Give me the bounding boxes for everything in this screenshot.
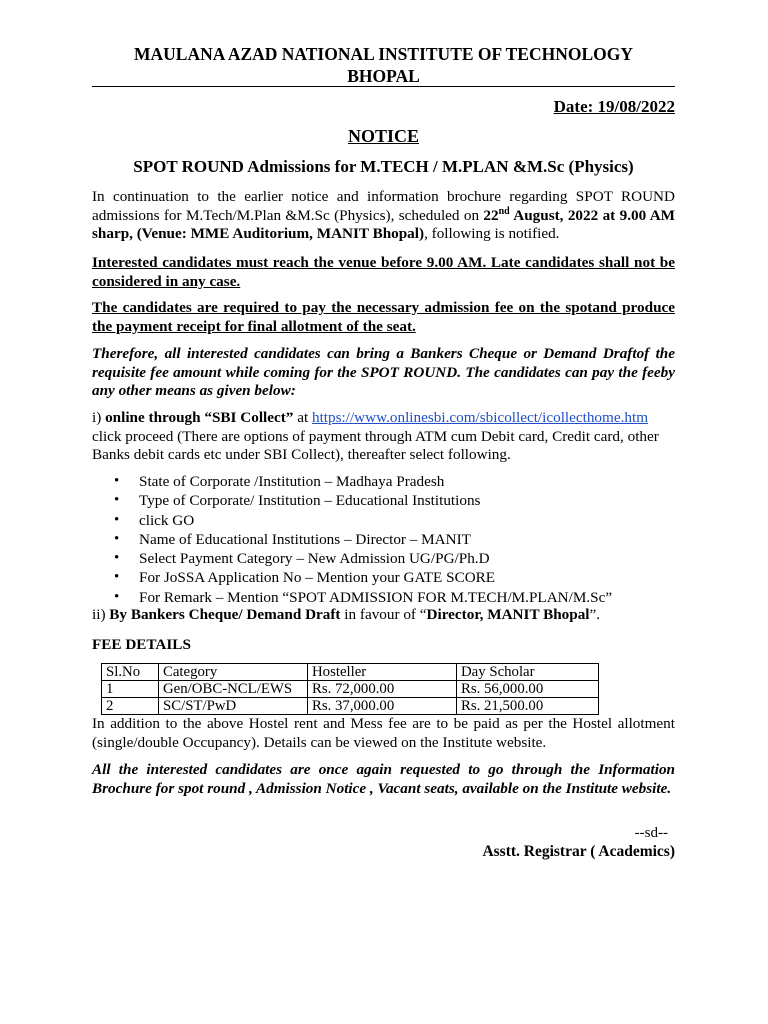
list-item: • Select Payment Category – New Admission UG/PG/Ph.D — [139, 549, 699, 568]
option-sbi-collect — [92, 409, 675, 465]
table-cell: Rs. 21,500.00 — [457, 698, 599, 715]
option2-favour: in favour of “ — [340, 606, 427, 623]
notice-subject: SPOT ROUND Admissions for M.TECH / M.PLAN &M.Sc (Physics) — [133, 157, 634, 176]
institute-name-line2: BHOPAL — [347, 66, 420, 86]
institute-name — [92, 43, 675, 87]
list-item: • For JoSSA Application No – Mention your GATE SCORE — [139, 568, 699, 587]
option1-at: at — [293, 409, 312, 426]
notice-heading: NOTICE — [347, 126, 419, 146]
option2-prefix: ii) — [92, 606, 110, 623]
column-header: Day Scholar — [457, 664, 599, 681]
institute-name-line1: MAULANA AZAD NATIONAL INSTITUTE OF TECHNOLOGY — [134, 44, 633, 64]
intro-paragraph — [92, 188, 675, 244]
hostel-note: In addition to the above Hostel rent and Mess fee are to be paid as per the Hostel allotment (single/double Occupancy). Details can be viewed on the Institute website. — [92, 715, 675, 751]
table-row — [102, 698, 599, 715]
table-cell: SC/ST/PwD — [159, 698, 308, 715]
table-row — [102, 681, 599, 698]
list-item: • Name of Educational Institutions – Director – MANIT — [139, 530, 699, 549]
list-item: • State of Corporate /Institution – Madhaya Pradesh — [139, 472, 699, 491]
table-cell: 1 — [102, 681, 159, 698]
list-item: • For Remark – Mention “SPOT ADMISSION FOR M.TECH/M.PLAN/M.Sc” — [139, 588, 699, 607]
intro-date-day: 22 — [483, 206, 499, 224]
table-cell: Rs. 56,000.00 — [457, 681, 599, 698]
signature-mark: --sd-- — [634, 825, 668, 841]
table-cell: Gen/OBC-NCL/EWS — [159, 681, 308, 698]
option2-payee: Director, MANIT Bhopal — [426, 606, 590, 623]
fee-table — [101, 663, 599, 715]
table-cell: Rs. 72,000.00 — [308, 681, 457, 698]
option1-instructions: click proceed (There are options of payment through ATM cum Debit card, Credit card, other Banks debit cards etc under SBI Collect), thereafter select following. — [92, 427, 659, 463]
intro-date-suffix: nd — [498, 205, 510, 217]
sbi-collect-steps — [92, 472, 699, 607]
column-header: Hosteller — [308, 664, 457, 681]
option1-label: online through “SBI Collect” — [105, 409, 294, 426]
instruction-reach-venue: Interested candidates must reach the venue before 9.00 AM. Late candidates shall not be considered in any case. — [92, 254, 675, 290]
column-header: Sl.No — [102, 664, 159, 681]
table-header-row — [102, 664, 599, 681]
intro-date-venue: August, 2022 at 9.00 AM sharp, (Venue: MME Auditorium, MANIT Bhopal) — [92, 206, 676, 242]
option1-prefix: i) — [92, 409, 106, 426]
notice-date: Date: 19/08/2022 — [553, 97, 675, 116]
intro-text: In continuation to the earlier notice and information brochure regarding SPOT ROUND admissions for M.Tech/M.Plan &M.Sc (Physics), scheduled on — [92, 188, 675, 224]
sbi-collect-link[interactable]: https://www.onlinesbi.com/sbicollect/icollecthome.htm — [311, 409, 649, 426]
option2-label: By Bankers Cheque/ Demand Draft — [109, 606, 341, 623]
signatory-designation: Asstt. Registrar ( Academics) — [482, 843, 675, 860]
closing-note: All the interested candidates are once again requested to go through the Information Brochure for spot round , Admission Notice , Vacant seats, available on the Institute website. — [92, 761, 675, 797]
list-item: • Type of Corporate/ Institution – Educational Institutions — [139, 491, 699, 510]
option-bankers-cheque — [92, 606, 675, 625]
list-item: • click GO — [139, 511, 699, 530]
column-header: Category — [159, 664, 308, 681]
instruction-pay-fee: The candidates are required to pay the necessary admission fee on the spotand produce the payment receipt for final allotment of the seat. — [92, 299, 675, 335]
header-divider — [92, 86, 675, 87]
option2-end: ”. — [589, 606, 601, 623]
intro-text-end: , following is notified. — [424, 225, 560, 242]
table-cell: 2 — [102, 698, 159, 715]
table-cell: Rs. 37,000.00 — [308, 698, 457, 715]
payment-intro: Therefore, all interested candidates can bring a Bankers Cheque or Demand Draftof the requisite fee amount while coming for the SPOT ROUND. The candidates can pay the feeby any other means as given below: — [92, 345, 675, 399]
fee-details-heading: FEE DETAILS — [92, 636, 191, 653]
